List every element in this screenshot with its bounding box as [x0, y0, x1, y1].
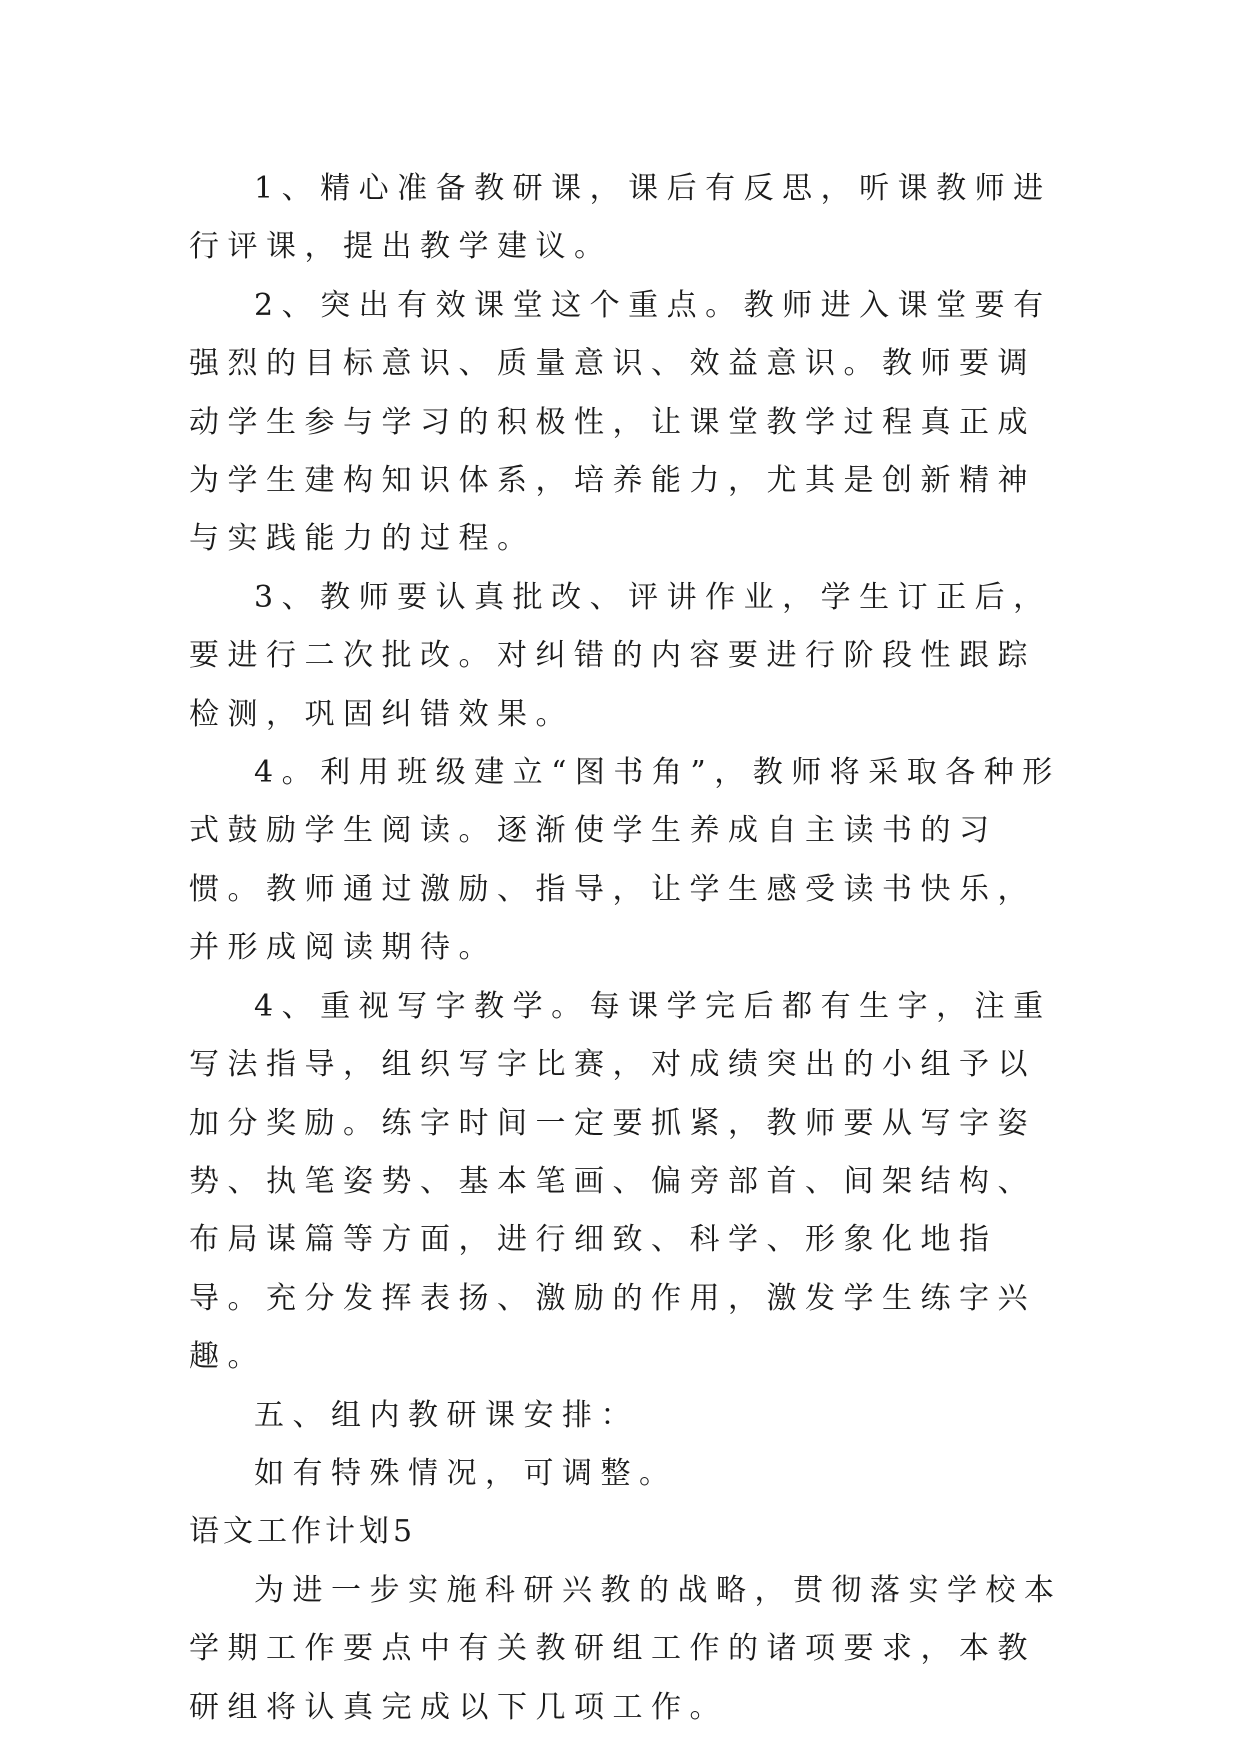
- paragraph-item-5: 4、重视写字教学。每课学完后都有生字，注重写法指导，组织写字比赛，对成绩突出的小组予以加分奖励。练字时间一定要抓紧，教师要从写字姿势、执笔姿势、基本笔画、偏旁部首、间架结构、布局谋篇等方面，进行细致、科学、形象化地指导。充分发挥表扬、激励的作用，激发学生练字兴趣。: [189, 988, 1052, 1375]
- intro-paragraph: 为进一步实施科研兴教的战略，贯彻落实学校本学期工作要点中有关教研组工作的诸项要求，本教研组将认真完成以下几项工作。: [189, 1572, 1063, 1725]
- section-five-heading: 五、组内教研课安排：: [254, 1397, 639, 1433]
- paragraph-item-1: 1、精心准备教研课，课后有反思，听课教师进行评课，提出教学建议。: [189, 171, 1052, 265]
- adjustment-note: 如有特殊情况，可调整。: [254, 1455, 678, 1491]
- document-page: [189, 160, 1069, 1737]
- paragraph-item-3: 3、教师要认真批改、评讲作业，学生订正后，要进行二次批改。对纠错的内容要进行阶段性跟踪检测，巩固纠错效果。: [189, 579, 1052, 732]
- plan-title: 语文工作计划5: [189, 1514, 417, 1550]
- paragraph-item-4: 4。利用班级建立“图书角”，教师将采取各种形式鼓励学生阅读。逐渐使学生养成自主读书的习惯。教师通过激励、指导，让学生感受读书快乐，并形成阅读期待。: [189, 755, 1061, 966]
- paragraph-item-2: 2、突出有效课堂这个重点。教师进入课堂要有强烈的目标意识、质量意识、效益意识。教师要调动学生参与学习的积极性，让课堂教学过程真正成为学生建构知识体系，培养能力，尤其是创新精神与实践能力的过程。: [189, 287, 1052, 557]
